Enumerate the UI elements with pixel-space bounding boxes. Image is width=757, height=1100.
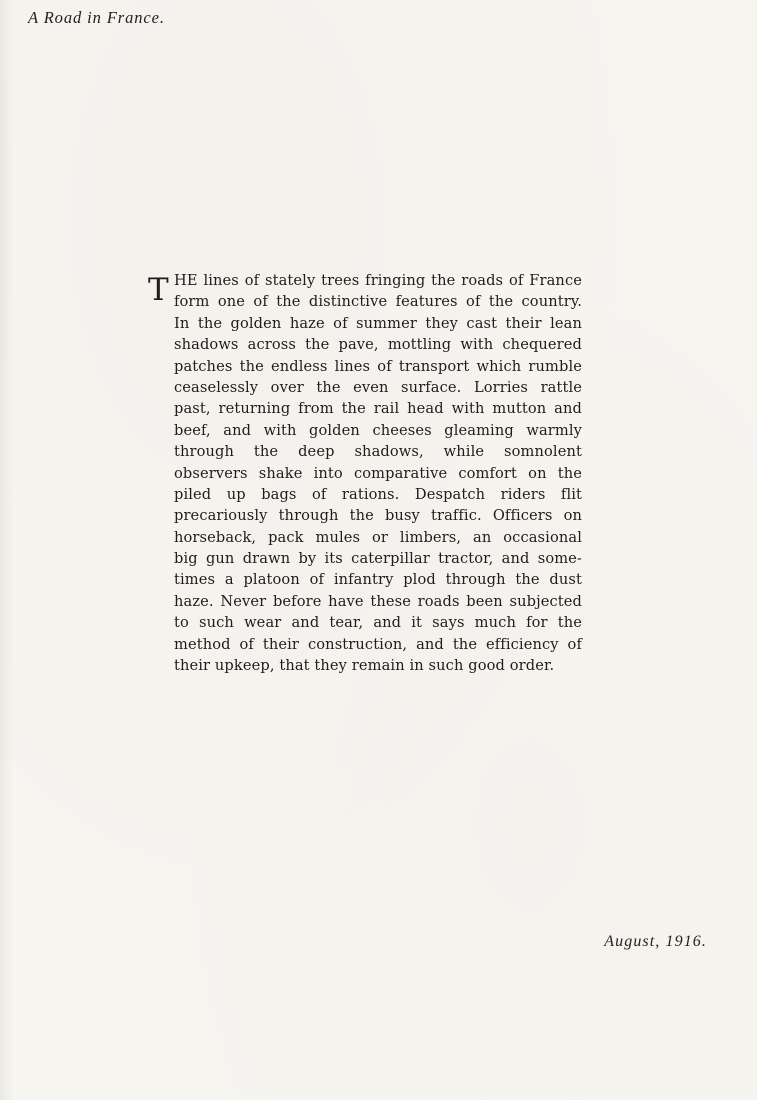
date-line: August, 1916.	[604, 933, 707, 950]
article-line: method of their construction, and the efficiency of	[174, 635, 582, 653]
article-line: beef, and with golden cheeses gleaming warmly	[174, 421, 582, 439]
drop-cap: T	[148, 272, 169, 308]
article-line: ceaselessly over the even surface. Lorries rattle	[174, 378, 582, 396]
article-line: haze. Never before have these roads been subjected	[174, 592, 582, 610]
article-line: past, returning from the rail head with mutton and	[174, 400, 582, 418]
article-line: form one of the distinctive features of the country.	[174, 293, 582, 311]
article-line: patches the endless lines of transport which rumble	[174, 357, 582, 375]
article-body	[148, 270, 582, 676]
article-line: precariously through the busy traffic. Officers on	[174, 507, 582, 525]
article-line: their upkeep, that they remain in such good order.	[174, 657, 555, 675]
article-line: In the golden haze of summer they cast their lean	[174, 314, 582, 332]
article-line: big gun drawn by its caterpillar tractor, and some-	[174, 550, 582, 568]
article-line: through the deep shadows, while somnolent	[174, 443, 582, 461]
article-line: to such wear and tear, and it says much for the	[174, 614, 582, 632]
article-line: HE lines of stately trees fringing the roads of France	[174, 272, 582, 289]
article-line: observers shake into comparative comfort on the	[174, 464, 582, 482]
page-edge-shadow	[0, 0, 14, 1100]
article-line: shadows across the pave, mottling with chequered	[174, 336, 582, 354]
article-line: times a platoon of infantry plod through the dust	[174, 571, 582, 589]
page-caption: A Road in France.	[28, 8, 165, 27]
article-line: piled up bags of rations. Despatch riders flit	[174, 485, 582, 503]
article-line: horseback, pack mules or limbers, an occasional	[174, 528, 582, 546]
